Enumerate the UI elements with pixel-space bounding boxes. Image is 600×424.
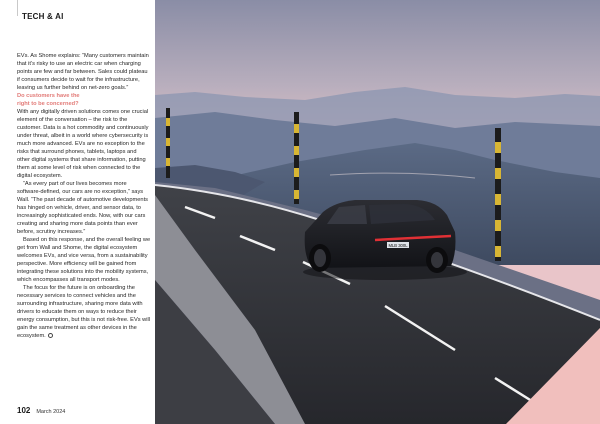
- snow-pole-left: [166, 108, 170, 178]
- snow-pole-right: [495, 128, 501, 261]
- subhead: [17, 92, 151, 108]
- paragraph: “As every part of our lives becomes more software-defined, our cars are no exception,” says Wall. “The past decade of automotive developments has hinged on vehicle, driver, and sensor data, to increasingly sophisticated ends. Now, with our cars creating and sharing more data points than ever before, scrutiny increases.”: [17, 181, 148, 235]
- snow-pole-middle: [294, 112, 299, 204]
- article-body: [17, 52, 151, 340]
- subhead-line: right to be concerned?: [17, 101, 79, 107]
- paragraph-text: The focus for the future is on onboarding the necessary services to connect vehicles and the surrounding infrastructure, sharing more data with drivers to educate them on ways to reduce their energy consumption, but this is not risk-free. EVs will gain the same treatment as other devices in the ecosystem.: [17, 285, 151, 339]
- section-divider: [17, 0, 18, 16]
- subhead-line: Do customers have the: [17, 93, 80, 99]
- article-column: [0, 0, 155, 424]
- issue-date: March 2024: [36, 409, 66, 415]
- page-footer: [17, 406, 65, 415]
- car: [303, 200, 467, 280]
- paragraph: Based on this response, and the overall feeling we get from Wall and Shome, the digital ecosystem welcomes EVs, and vice versa, from a sustainability perspective. More efficiency will be gained from integrating these solutions into the mobility systems, which encompasses all transport modes.: [17, 237, 151, 283]
- end-mark-icon: [48, 333, 53, 338]
- section-label: TECH & AI: [22, 12, 64, 21]
- paragraph-last: [17, 284, 151, 340]
- car-photo: [155, 0, 600, 424]
- license-plate-text: MLB 300L: [388, 242, 408, 248]
- paragraph: EVs. As Shome explains: “Many customers maintain that it’s risky to use an electric car when charging points are few and far between. Sales could plateau if consumers decide to wait for the infrastructure, leaving us further behind on net-zero goals.”: [17, 53, 149, 91]
- page-number: 102: [17, 406, 31, 415]
- paragraph: With any digitally driven solutions comes one crucial element of the conversation – the risk to the customer. Data is a hot commodity and continuously under threat, albeit in a world where cybersecurity is much more advanced. EVs are no exception to the risks that surround phones, tablets, laptops and other digital systems that share information, putting them at some level of risk when connected to the digital ecosystem.: [17, 109, 149, 179]
